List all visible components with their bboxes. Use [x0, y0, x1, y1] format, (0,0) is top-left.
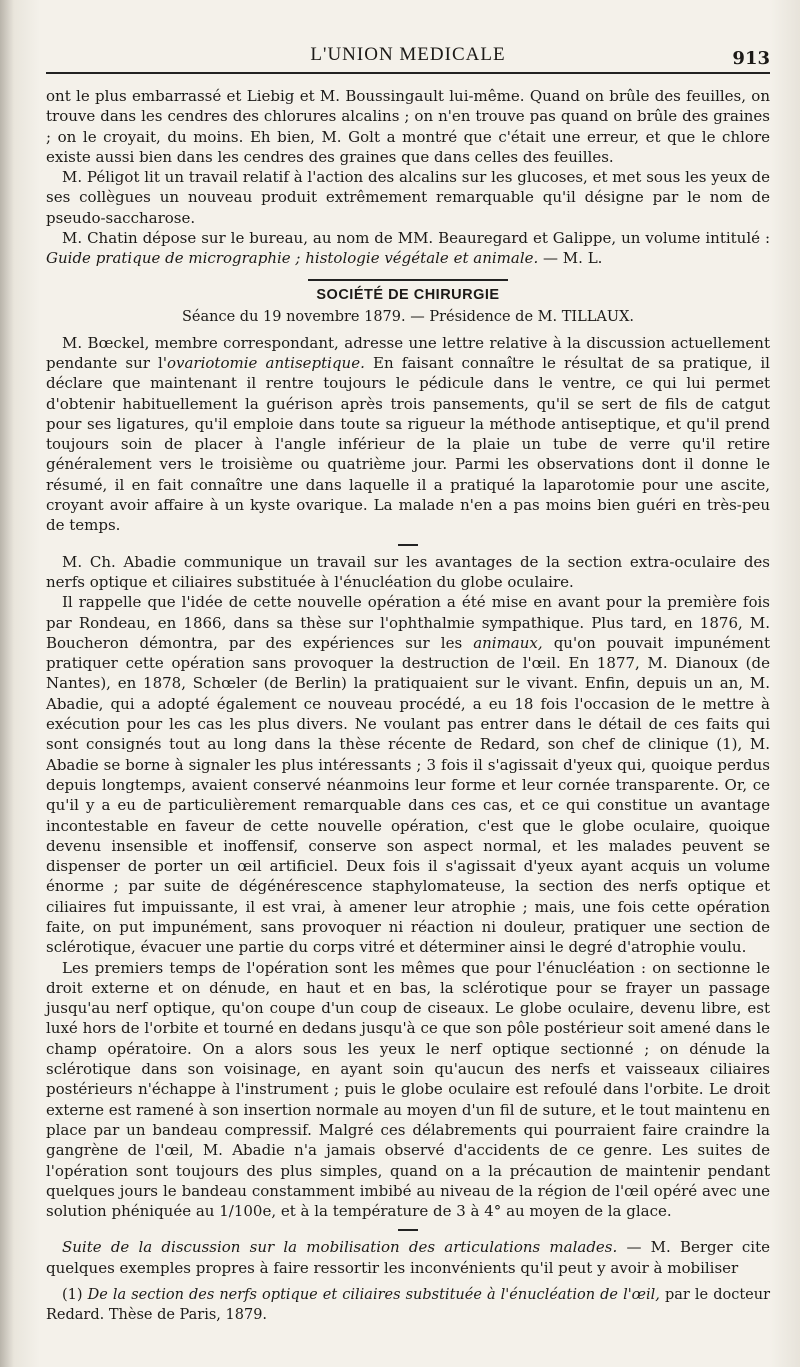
running-head: L'UNION MEDICALE [310, 44, 506, 65]
paragraph: ont le plus embarrassé et Liebig et M. Boussingault lui-même. Quand on brûle des feuilles, on trouve dans les cendres des chlorures alcalins ; on n'en trouve pas quand on brûle des graines ; on le croyait, du moins. Eh bien, M. Golt a montré que c'était une erreur, et que le chlore existe aussi bien dans les cendres des graines que dans celles des feuilles. [46, 87, 770, 166]
academy-report [46, 86, 770, 269]
text-run: M. Bœckel, membre correspondant, adresse une lettre relative à la discussion actuellement pendante sur l' [46, 333, 770, 372]
italic-term: animaux, [473, 633, 543, 652]
session-line: Séance du 19 novembre 1879. — Présidence de M. TILLAUX. [182, 308, 634, 325]
paragraph: M. Péligot lit un travail relatif à l'action des alcalins sur les glucoses, et met sous les yeux de ses collègues un nouveau produit extrêmement remarquable qu'il désigne par le nom de pseudo-saccharose. [46, 168, 770, 227]
paragraph: M. Ch. Abadie communique un travail sur les avantages de la section extra-oculaire des nerfs optique et ciliaires substituée à l'énucléation du globe oculaire. [46, 552, 770, 591]
italic-term: ovariotomie antiseptique. [166, 353, 365, 372]
footnote-marker: (1) [62, 1287, 88, 1304]
text-run: M. Chatin dépose sur le bureau, au nom de MM. Beauregard et Galippe, un volume intitulé : [62, 229, 770, 248]
paragraph [46, 1237, 770, 1278]
text-run: par le docteur Redard. Thèse de Paris, 1879. [46, 1287, 771, 1323]
paragraph [46, 333, 770, 536]
text-run: — M. Berger cite quelques exemples propres à faire ressortir les inconvénients qu'il peut y avoir à mobiliser [46, 1238, 770, 1277]
book-title: Guide pratique de micrographie ; histologie végétale et animale. [46, 249, 539, 268]
section-title: SOCIÉTÉ DE CHIRURGIE [316, 286, 500, 303]
page-number: 913 [732, 48, 770, 69]
paragraph-divider [398, 1229, 418, 1231]
footnote [46, 1286, 770, 1325]
text-run: Il rappelle que l'idée de cette nouvelle opération a été mise en avant pour la première fois par Rondeau, en 1866, dans sa thèse sur l'ophthalmie sympathique. Plus tard, en 1876, M. Boucheron démontra, par des expériences sur les [46, 593, 770, 652]
footnote-title: De la section des nerfs optique et ciliaires substituée à l'énucléation de l'œil, [87, 1287, 660, 1304]
paragraph [46, 228, 770, 269]
text-run: — M. L. [538, 249, 603, 268]
paragraph: Les premiers temps de l'opération sont les mêmes que pour l'énucléation : on sectionne le droit externe et on dénude, en haut et en bas, la sclérotique pour se frayer un passage jusqu'au nerf optique, qu'on coupe d'un coup de ciseaux. Le globe oculaire, devenu libre, est luxé hors de l'orbite et tourné en dedans jusqu'à ce que son pôle postérieur soit amené dans le champ opératoire. On a alors sous les yeux le nerf optique sectionné ; on dénude la sclérotique dans son voisinage, en ayant soin qu'aucun des nerfs et vaisseaux ciliaires postérieurs n'échappe à l'instrument ; puis le globe oculaire est refoulé dans l'orbite. Le droit externe est ramené à son insertion normale au moyen d'un fil de suture, et le tout maintenu en place par un bandeau compressif. Malgré ces délabrements qui pourraient faire craindre la gangrène de l'œil, M. Abadie n'a jamais observé d'accidents de ce genre. Les suites de l'opération sont toujours des plus simples, quand on a la précaution de maintenir pendant quelques jours le bandeau constamment imbibé au niveau de la région de l'œil opéré avec une solution phéniquée au 1/100e, et à la température de 3 à 4° au moyen de la glace. [46, 958, 770, 1221]
page-header [46, 40, 770, 74]
surgery-report [46, 333, 770, 1278]
section-divider [308, 279, 508, 281]
text-run: En faisant connaître le résultat de sa pratique, il déclare que maintenant il rentre toujours le pédicule dans le ventre, ce qui lui permet d'obtenir habituellement la guérison après trois pansements, qu'il se sert de fils de catgut pour ses ligatures, qu'il emploie dans toute sa rigueur la méthode antiseptique, et qu'il prend toujours soin de placer à l'angle inférieur de la plaie un tube de verre qu'il retire généralement vers le troisième ou quatrième jour. Parmi les observations dont il donne le résumé, il en fait connaître une dans laquelle il a pratiqué la laparotomie pour une ascite, croyant avoir affaire à un kyste ovarique. La malade n'en a pas moins bien guéri en très-peu de temps. [46, 353, 770, 535]
italic-heading: Suite de la discussion sur la mobilisation des articulations malades. [62, 1238, 618, 1257]
paragraph-divider [398, 544, 418, 546]
text-run: qu'on pouvait impunément pratiquer cette opération sans provoquer la destruction de l'œil. En 1877, M. Dianoux (de Nantes), en 1878, Schœler (de Berlin) la pratiquaient sur le vivant. Enfin, depuis un an, M. Abadie, qui a adopté également ce nouveau procédé, a eu 18 fois l'occasion de le mettre à exécution pour les cas les plus divers. Ne voulant pas entrer dans le détail de ces faits qui sont consignés tout au long dans la thèse récente de Redard, son chef de clinique (1), M. Abadie se borne à signaler les plus intéressants ; 3 fois il s'agissait d'yeux qui, quoique perdus depuis longtemps, avaient conservé néanmoins leur forme et leur cornée transparente. Or, ce qu'il y a eu de particulièrement remarquable dans ces cas, et ce qui constitue un avantage incontestable en faveur de cette nouvelle opération, c'est que le globe oculaire, quoique devenu insensible et inoffensif, conserve son aspect normal, et les malades peuvent se dispenser de porter un œil artificiel. Deux fois il s'agissait d'yeux ayant acquis un volume énorme ; par suite de dégénérescence staphylomateuse, la section des nerfs optique et ciliaires fut impuissante, il est vrai, à amener leur atrophie ; mais, une fois cette opération faite, on put impunément, sans provoquer ni réaction ni douleur, pratiquer une section de sclérotique, évacuer une partie du corps vitré et déterminer ainsi le degré d'atrophie voulu. [46, 633, 770, 957]
paragraph [46, 592, 770, 957]
